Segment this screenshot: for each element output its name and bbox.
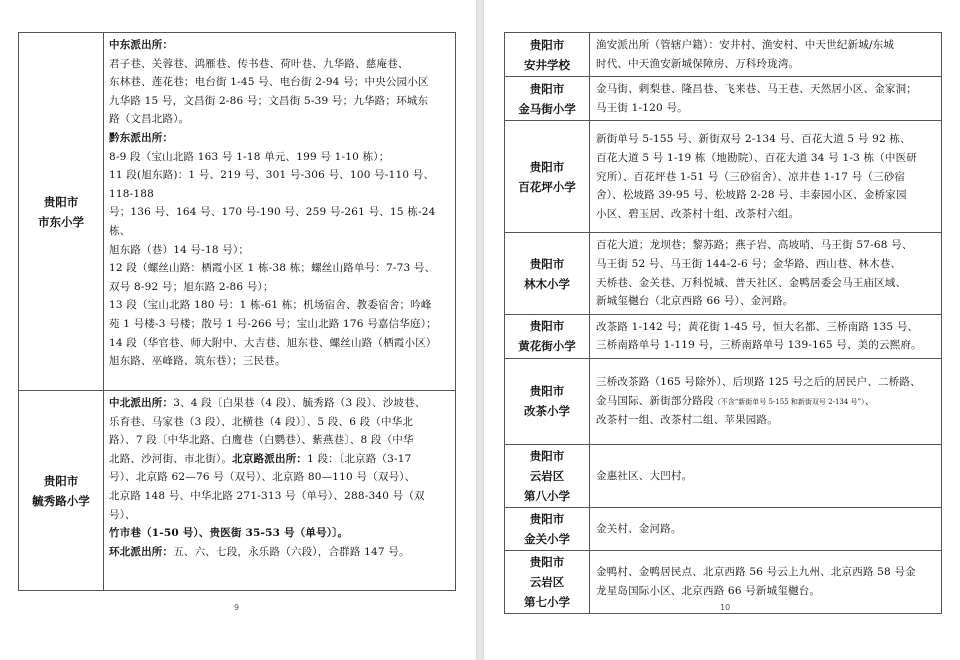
zone-line: [596, 130, 936, 149]
school-name-line: 毓秀路小学: [32, 493, 90, 508]
zone-line: [596, 563, 936, 582]
zone-line: [109, 413, 450, 432]
zone-text: 1 段：〔北京路（3-17: [307, 452, 412, 465]
school-name-line: 贵阳市: [43, 194, 79, 209]
zone-text: 时代、中天渔安新城保障房、万科玲珑湾。: [596, 57, 800, 70]
zone-line: [109, 543, 450, 562]
zone-text: 北路、沙河街、市北街）。: [109, 452, 233, 465]
school-name-line: 安井学校: [524, 57, 570, 72]
table-row: [505, 33, 942, 77]
school-name-cell: [505, 358, 590, 444]
zone-description-cell: [590, 550, 942, 613]
zone-text: 11 段(旭东路)：1 号、219 号、301 号-306 号、100 号-110 号、118-188: [109, 169, 435, 200]
zone-line: [596, 168, 936, 187]
zone-line: [109, 394, 450, 413]
zone-line: [109, 55, 450, 74]
zone-text: 舍）、松坡路 39-95 号、松坡路 2-28 号、丰泰园小区、金桥家园: [596, 189, 907, 202]
zone-text: 金鸭村、金鸭居民点、北京西路 56 号云上九州、北京西路 58 号金: [596, 566, 916, 579]
zone-text: 天桥巷、金关巷、万科悦城、普天社区、金鸭居委会马王庙区域、: [596, 276, 907, 289]
zone-description-cell: [104, 33, 456, 391]
zone-text: 马王街 1-120 号。: [596, 101, 688, 114]
zone-text: 旭东路、巫峰路、筑东巷）；三民巷。: [109, 355, 286, 368]
school-name-line: 贵阳市: [529, 37, 565, 52]
school-name-line: 改茶小学: [524, 404, 570, 419]
school-name-line: 贵阳市: [529, 384, 565, 399]
zone-text: 新城玺樾台（北京西路 66 号）、金河路。: [596, 295, 794, 308]
zone-line: [596, 392, 936, 412]
zone-text: 乐育巷、马家巷（3 段）、北横巷（4 段）〕、5 段、6 段（中华北: [109, 415, 414, 428]
zone-line: [596, 80, 936, 99]
zone-line: [596, 373, 936, 392]
school-name-line: 云岩区: [529, 574, 565, 589]
zone-text: 九华路 15 号，文昌街 2-86 号；文昌街 5-39 号；九华路；环城东: [109, 94, 429, 107]
zone-text: 改茶路 1-142 号；黄花街 1-45 号，恒大名都、三桥南路 135 号、: [596, 320, 919, 333]
zone-line: [109, 278, 450, 297]
zone-line: [109, 468, 450, 487]
zone-line: [596, 467, 936, 486]
zone-text: 金惠社区、大凹村。: [596, 469, 693, 482]
zone-text: 改茶村一组、改茶村二组、苹果园路。: [596, 414, 778, 427]
zone-line: [109, 73, 450, 92]
zone-description-cell: [590, 121, 942, 233]
zone-line: [109, 241, 450, 260]
zone-text: 渔安派出所（管辖户籍）：安井村、渔安村、中天世纪新城/东城: [596, 39, 895, 51]
zone-line: [109, 203, 450, 240]
zone-line: [109, 36, 450, 55]
school-name-cell: [505, 550, 590, 613]
zone-text: 双号 8-92 号；旭东路 2-86 号）；: [109, 280, 274, 293]
table-row: [505, 507, 942, 550]
school-name-line: 贵阳市: [529, 159, 565, 174]
school-name-cell: [505, 444, 590, 507]
school-name-line: 第八小学: [524, 488, 570, 503]
school-name-cell: [505, 233, 590, 314]
zone-text: 金关村、金河路。: [596, 522, 682, 535]
zone-line: [596, 520, 936, 539]
zone-line: [109, 450, 450, 469]
table-row: [505, 121, 942, 233]
table-row: [505, 77, 942, 121]
page-number: 9: [234, 603, 240, 612]
zone-line: [109, 524, 450, 543]
police-station-label: 中北派出所：: [109, 397, 174, 409]
zone-text: 君子巷、关蓉巷、鸿雁巷、传书巷、荷叶巷、九华路、慈庵巷、: [109, 57, 409, 70]
zone-text: 五、六、七段，永乐路（六段），合群路 147 号。: [173, 545, 410, 558]
zone-description-cell: [590, 507, 942, 550]
zone-text: 12 段（螺丝山路：栖霞小区 1 栋-38 栋；螺丝山路单号：7-73 号、: [109, 262, 436, 275]
zone-line: [109, 110, 450, 129]
page-left: [0, 0, 476, 660]
zone-line: [109, 92, 450, 111]
zone-text: 14 段（华官巷、师大附中、大吉巷、旭东巷、螺丝山路（栖霞小区）: [109, 336, 437, 349]
zone-text: 路）、7 段〔中华北路、白鹰巷（白鹦巷）、紫燕巷〕、8 段（中华: [109, 434, 414, 447]
school-name-line: 贵阳市: [43, 473, 79, 488]
zone-line: [109, 334, 450, 353]
zone-text: 东林巷、莲花巷；电台街 1-45 号、电台街 2-94 号；中央公园小区: [109, 76, 429, 89]
school-name-cell: [505, 314, 590, 358]
school-name-line: 贵阳市: [529, 448, 565, 463]
school-name-line: 市东小学: [38, 214, 84, 229]
school-name-line: 贵阳市: [529, 256, 565, 271]
zone-text: （不含“新街单号 5-155 和新街双号 2-134 号”）: [713, 397, 865, 406]
zone-description-cell: [590, 358, 942, 444]
zone-line: [596, 292, 936, 311]
zone-line: [596, 149, 936, 168]
zone-text: 三桥南路单号 1-119 号，三桥南路单号 139-165 号、美的云熙府。: [596, 339, 922, 352]
zone-text: 号）、北京路 62—76 号（双号）、北京路 80—110 号（双号）、: [109, 471, 416, 484]
school-name-line: 贵阳市: [529, 554, 565, 569]
page-right: [484, 0, 960, 660]
zone-description-cell: [590, 314, 942, 358]
zone-text: 旭东路（巷）14 号-18 号）；: [109, 243, 250, 256]
school-name-cell: [505, 507, 590, 550]
zone-line: [109, 315, 450, 334]
police-station-label: 北京路派出所：: [232, 452, 308, 465]
zone-text: 3、4 段〔白果巷（4 段）、毓秀路（3 段）、沙坡巷、: [173, 397, 426, 409]
zone-text: 百花大道；龙坝巷；黎苏路；燕子岩、高坡哨、马王街 57-68 号、: [596, 239, 913, 252]
zone-text: 金马国际、新街部分路段: [596, 394, 714, 407]
zone-line: [596, 99, 936, 118]
table-row: [505, 233, 942, 314]
zone-line: [596, 236, 936, 255]
zone-line: [109, 487, 450, 524]
school-name-line: 金马街小学: [518, 101, 576, 116]
zone-text: 路（文昌北路）。: [109, 113, 190, 126]
school-name-line: 贵阳市: [529, 511, 565, 526]
zone-text: 苑 1 号楼-3 号楼；散号 1 号-266 号；宝山北路 176 号嘉信华庭）；: [109, 317, 437, 330]
zone-text: 究所）、百花坪巷 1-51 号（三砂宿舍）、凉井巷 1-17 号（三砂宿: [596, 170, 906, 183]
zone-description-cell: [590, 33, 942, 77]
table-row: [505, 358, 942, 444]
school-name-line: 黄花街小学: [518, 339, 576, 354]
zone-line: [596, 318, 936, 337]
school-name-line: 百花坪小学: [518, 179, 576, 194]
district-table-left: [18, 32, 456, 591]
zone-line: [109, 259, 450, 278]
police-station-label: 竹市巷（1-50 号）、贵医街 35-53 号（单号）〕。: [109, 527, 349, 540]
table-row: [505, 444, 942, 507]
police-station-label: 中东派出所：: [109, 39, 174, 51]
zone-text: 小区、碧玉居、改茶村十组、改茶村六组。: [596, 207, 800, 220]
zone-text: 新街单号 5-155 号、新街双号 2-134 号、百花大道 5 号 92 栋、: [596, 133, 911, 146]
zone-text: 号；136 号、164 号、170 号-190 号、259 号-261 号、15 栋-24 栋、: [109, 206, 436, 237]
school-name-cell: [505, 121, 590, 233]
zone-text: 百花大道 5 号 1-19 栋（地勘院）、百花大道 34 号 1-3 栋（中医研: [596, 151, 917, 164]
zone-line: [596, 55, 936, 74]
district-table-right: [504, 32, 942, 614]
zone-text: 龙星岛国际小区、北京西路 66 号新城玺樾台。: [596, 584, 821, 597]
zone-line: [596, 336, 936, 355]
zone-text: 金马街、剌梨巷、隆昌巷、飞来巷、马王巷、天然居小区、金家洞；: [596, 83, 917, 96]
zone-line: [596, 255, 936, 274]
zone-line: [596, 274, 936, 293]
zone-line: [109, 129, 450, 148]
school-name-line: 金关小学: [524, 531, 570, 546]
school-name-line: 第七小学: [524, 594, 570, 609]
zone-line: [109, 296, 450, 315]
zone-line: [109, 352, 450, 371]
zone-line: [109, 148, 450, 167]
zone-line: [596, 582, 936, 601]
zone-text: 8-9 段（宝山北路 163 号 1-18 单元、199 号 1-10 栋）；: [109, 150, 390, 163]
zone-text: 、: [864, 394, 876, 407]
school-name-line: 贵阳市: [529, 319, 565, 334]
zone-line: [596, 36, 936, 55]
zone-description-cell: [590, 444, 942, 507]
zone-text: 马王街 52 号、马王街 144-2-6 号；金华路、西山巷、林木巷、: [596, 257, 902, 270]
zone-text: 北京路 148 号、中华北路 271-313 号（单号）、288-340 号（双号）、: [109, 489, 425, 521]
zone-description-cell: [104, 391, 456, 591]
zone-description-cell: [590, 233, 942, 314]
police-station-label: 黔东派出所：: [109, 131, 174, 144]
school-name-cell: [505, 33, 590, 77]
zone-text: 三桥改茶路（165 号除外）、后坝路 125 号之后的居民户、二桥路、: [596, 376, 921, 389]
school-name-cell: [505, 77, 590, 121]
zone-line: [109, 431, 450, 450]
zone-text: 13 段（宝山北路 180 号：1 栋-61 栋；机场宿舍、教委宿舍；吟峰: [109, 299, 432, 312]
zone-line: [109, 166, 450, 203]
table-row: [19, 33, 456, 391]
school-name-line: 云岩区: [529, 468, 565, 483]
school-name-cell: [19, 391, 104, 591]
police-station-label: 环北派出所：: [109, 545, 174, 558]
table-row: [505, 314, 942, 358]
zone-line: [596, 411, 936, 430]
page-number: 10: [720, 603, 731, 612]
school-name-line: 林木小学: [524, 276, 570, 291]
school-name-cell: [19, 33, 104, 391]
school-name-line: 贵阳市: [529, 81, 565, 96]
zone-description-cell: [590, 77, 942, 121]
zone-line: [596, 186, 936, 205]
table-row: [19, 391, 456, 591]
zone-line: [596, 205, 936, 224]
